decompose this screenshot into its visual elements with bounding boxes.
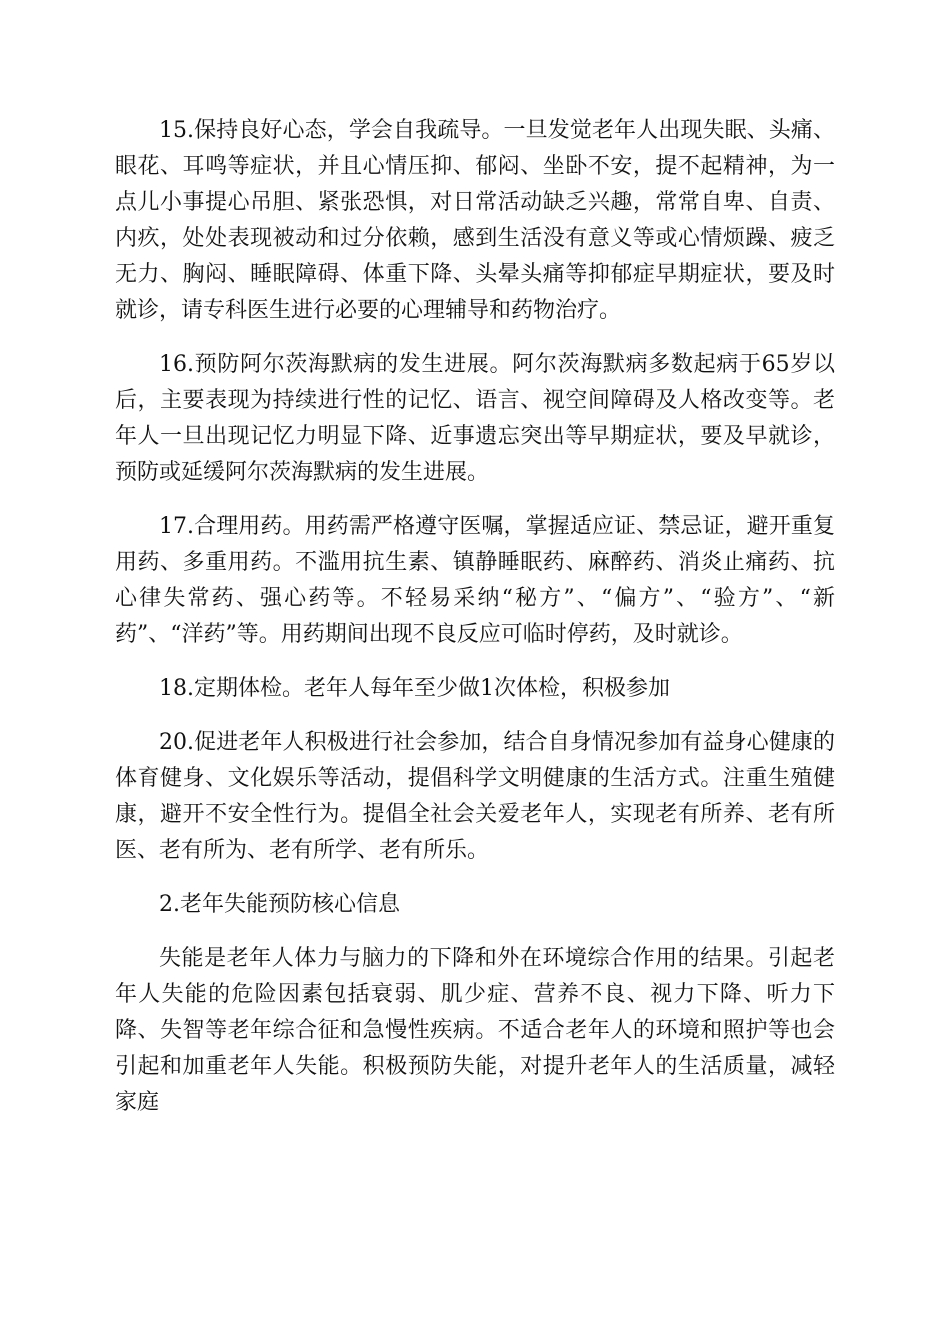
paragraph-20-social-participation: 20.促进老年人积极进行社会参加，结合自身情况参加有益身心健康的体育健身、文化娱乐等活动，提倡科学文明健康的生活方式。注重生殖健康，避开不安全性行为。提倡全社会关爱老年人，实现老有所养、老有所医、老有所为、老有所学、老有所乐。: [115, 730, 835, 863]
paragraph-16-alzheimers: 16.预防阿尔茨海默病的发生进展。阿尔茨海默病多数起病于65岁以后，主要表现为持续进行性的记忆、语言、视空间障碍及人格改变等。老年人一旦出现记忆力明显下降、近事遗忘突出等早期症状，要及早就诊，预防或延缓阿尔茨海默病的发生进展。: [115, 352, 835, 485]
document-page: [115, 113, 835, 1139]
paragraph-18-checkup: 18.定期体检。老年人每年至少做1次体检，积极参加: [159, 676, 670, 701]
paragraph-disability-intro: 失能是老年人体力与脑力的下降和外在环境综合作用的结果。引起老年人失能的危险因素包括衰弱、肌少症、营养不良、视力下降、听力下降、失智等老年综合征和急慢性疾病。不适合老年人的环境和照护等也会引起和加重老年人失能。积极预防失能，对提升老年人的生活质量，减轻家庭: [115, 946, 835, 1115]
section-heading-disability-prevention: 2.老年失能预防核心信息: [159, 892, 400, 917]
paragraph-15-mental-health: 15.保持良好心态，学会自我疏导。一旦发觉老年人出现失眠、头痛、眼花、耳鸣等症状，并且心情压抑、郁闷、坐卧不安，提不起精神，为一点儿小事提心吊胆、紧张恐惧，对日常活动缺乏兴趣，常常自卑、自责、内疚，处处表现被动和过分依赖，感到生活没有意义等或心情烦躁、疲乏无力、胸闷、睡眠障碍、体重下降、头晕头痛等抑郁症早期症状，要及时就诊，请专科医生进行必要的心理辅导和药物治疗。: [115, 118, 835, 323]
paragraph-17-medication: 17.合理用药。用药需严格遵守医嘱，掌握适应证、禁忌证，避开重复用药、多重用药。不滥用抗生素、镇静睡眠药、麻醉药、消炎止痛药、抗心律失常药、强心药等。不轻易采纳“秘方”、“偏方”、“验方”、“新药”、“洋药”等。用药期间出现不良反应可临时停药，及时就诊。: [115, 514, 835, 647]
